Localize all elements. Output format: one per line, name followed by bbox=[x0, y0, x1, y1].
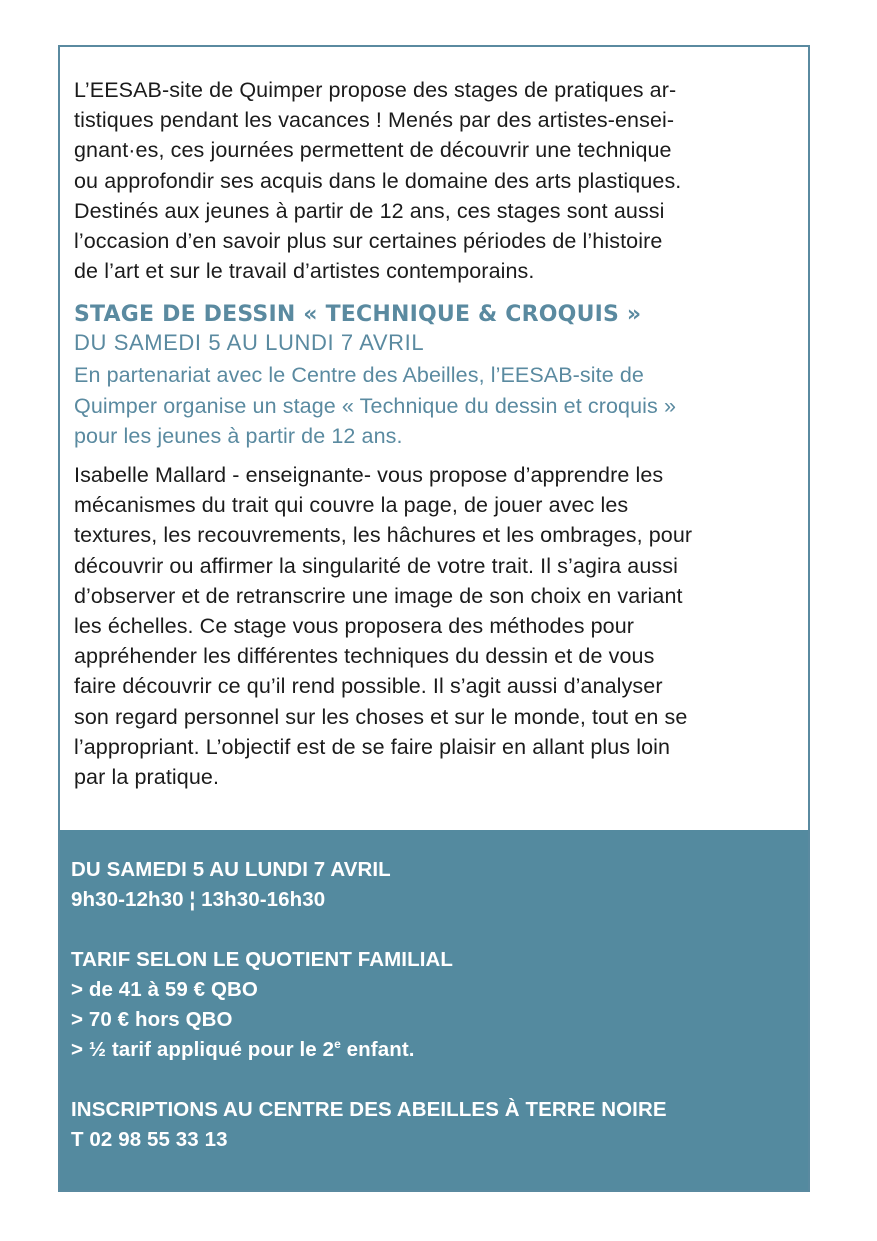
inscriptions-text: INSCRIPTIONS AU CENTRE DES ABEILLES À TERRE NOIRE bbox=[71, 1098, 667, 1121]
partner-line: Quimper organise un stage « Technique du dessin et croquis » bbox=[74, 393, 677, 418]
description-paragraph bbox=[74, 460, 790, 792]
stage-title: STAGE DE DESSIN « TECHNIQUE & CROQUIS » bbox=[74, 302, 642, 328]
tarif-block bbox=[71, 945, 791, 1065]
description-line: par la pratique. bbox=[74, 765, 220, 790]
phone-number[interactable]: T 02 98 55 33 13 bbox=[71, 1128, 228, 1151]
intro-line: gnant·es, ces journées permettent de découvrir une technique bbox=[74, 138, 672, 163]
intro-line: Destinés aux jeunes à partir de 12 ans, ces stages sont aussi bbox=[74, 198, 665, 223]
inscriptions-block bbox=[71, 1095, 791, 1155]
tarif-item bbox=[71, 1035, 791, 1065]
info-hours: 9h30-12h30 ¦ 13h30-16h30 bbox=[71, 888, 326, 911]
partner-paragraph bbox=[74, 360, 790, 451]
partner-line: En partenariat avec le Centre des Abeilles, l’EESAB-site de bbox=[74, 363, 644, 388]
tarif-item: > de 41 à 59 € QBO bbox=[71, 978, 258, 1001]
tarif-item-text: enfant. bbox=[340, 1038, 415, 1061]
tarif-item: > 70 € hors QBO bbox=[71, 1008, 233, 1031]
description-line: son regard personnel sur les choses et sur le monde, tout en se bbox=[74, 704, 688, 729]
description-line: l’appropriant. L’objectif est de se faire plaisir en allant plus loin bbox=[74, 734, 671, 759]
description-line: Isabelle Mallard - enseignante- vous propose d’apprendre les bbox=[74, 463, 664, 488]
tarif-item-text: > ½ tarif appliqué pour le 2 bbox=[71, 1038, 335, 1061]
intro-line: l’occasion d’en savoir plus sur certaines périodes de l’histoire bbox=[74, 229, 663, 254]
intro-paragraph bbox=[74, 75, 790, 286]
description-line: faire découvrir ce qu’il rend possible. Il s’agit aussi d’analyser bbox=[74, 674, 663, 699]
description-line: textures, les recouvrements, les hâchures et les ombrages, pour bbox=[74, 523, 693, 548]
schedule-block bbox=[71, 855, 791, 915]
intro-line: ou approfondir ses acquis dans le domaine des arts plastiques. bbox=[74, 168, 682, 193]
description-line: appréhender les différentes techniques du dessin et de vous bbox=[74, 644, 655, 669]
description-line: d’observer et de retranscrire une image de son choix en variant bbox=[74, 583, 683, 608]
description-line: mécanismes du trait qui couvre la page, de jouer avec les bbox=[74, 493, 629, 518]
description-line: les échelles. Ce stage vous proposera des méthodes pour bbox=[74, 614, 635, 639]
practical-info-band bbox=[60, 830, 808, 1190]
description-line: découvrir ou affirmer la singularité de votre trait. Il s’agira aussi bbox=[74, 553, 678, 578]
partner-line: pour les jeunes à partir de 12 ans. bbox=[74, 423, 403, 448]
intro-line: L’EESAB-site de Quimper propose des stages de pratiques ar- bbox=[74, 78, 677, 102]
practical-info bbox=[71, 855, 791, 1155]
tarif-item-superscript: e bbox=[334, 1037, 341, 1052]
intro-line: de l’art et sur le travail d’artistes contemporains. bbox=[74, 259, 535, 284]
tarif-title: TARIF SELON LE QUOTIENT FAMILIAL bbox=[71, 948, 454, 971]
info-dates: DU SAMEDI 5 AU LUNDI 7 AVRIL bbox=[71, 858, 391, 881]
main-content bbox=[74, 75, 790, 792]
stage-dates: DU SAMEDI 5 AU LUNDI 7 AVRIL bbox=[74, 330, 425, 356]
intro-line: tistiques pendant les vacances ! Menés par des artistes-ensei- bbox=[74, 108, 675, 133]
flyer-card bbox=[58, 45, 810, 1192]
